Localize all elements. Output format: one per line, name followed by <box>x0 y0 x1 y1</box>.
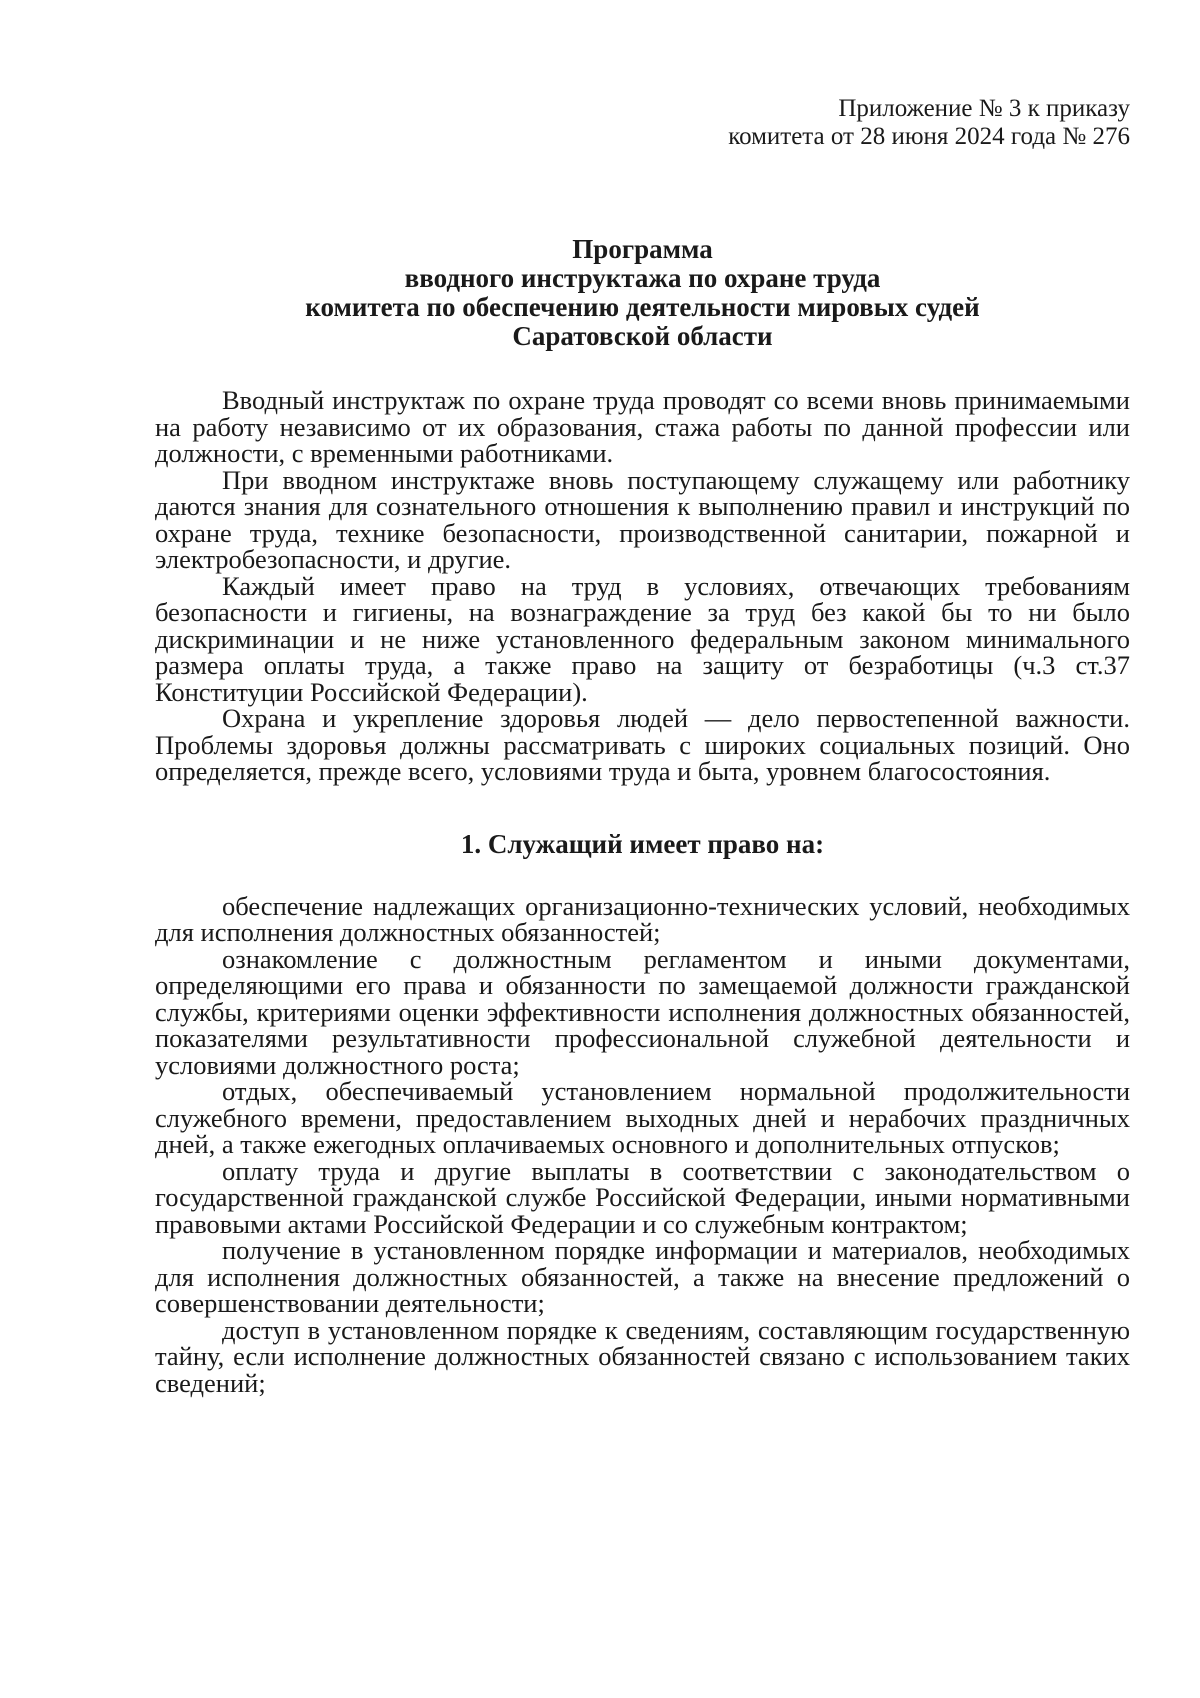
title-line-1: Программа <box>572 234 713 264</box>
title-line-4: Саратовской области <box>512 321 773 351</box>
document-title <box>155 235 1130 351</box>
intro-paragraph: При вводном инструктаже вновь поступающему служащему или работнику даются знания для сознательного отношения к выполнению правил и инструкций по охране труда, технике безопасности, производственной санитарии, пожарной и электробезопасности, и другие. <box>155 464 1130 574</box>
document-body <box>155 387 1130 1396</box>
rights-list-item: обеспечение надлежащих организационно-технических условий, необходимых для исполнения должностных обязанностей; <box>155 890 1130 947</box>
intro-paragraph: Вводный инструктаж по охране труда проводят со всеми вновь принимаемыми на работу независимо от их образования, стажа работы по данной профессии или должности, с временными работниками. <box>155 385 1130 468</box>
rights-list-item: оплату труда и другие выплаты в соответствии с законодательством о государственной гражданской службе Российской Федерации, иными нормативными правовыми актами Российской Федерации и со служебным контрактом; <box>155 1155 1130 1239</box>
intro-paragraph: Охрана и укрепление здоровья людей — дело первостепенной важности. Проблемы здоровья должны рассматривать с широких социальных позиций. Оно определяется, прежде всего, условиями труда и быта, уровнем благосостояния. <box>155 703 1130 786</box>
title-line-2: вводного инструктажа по охране труда <box>404 263 881 293</box>
document-page <box>155 95 1130 1396</box>
intro-paragraph: Каждый имеет право на труд в условиях, отвечающих требованиям безопасности и гигиены, на вознаграждение за труд без какой бы то ни было дискриминации и не ниже установленного федеральным законом минимального размера оплаты труда, а также право на защиту от безработицы (ч.3 ст.37 Конституции Российской Федерации). <box>155 570 1130 707</box>
rights-list-item: отдых, обеспечиваемый установлением нормальной продолжительности служебного времени, предоставлением выходных дней и нерабочих праздничных дней, а также ежегодных оплачиваемых основного и дополнительных отпусков; <box>155 1076 1130 1159</box>
appendix-reference <box>155 95 1130 151</box>
rights-list-item: ознакомление с должностным регламентом и иными документами, определяющими его права и обязанности по замещаемой должности гражданской службы, критериями оценки эффективности исполнения должностных обязанностей, показателями результативности профессиональной служебной деятельности и условиями должностного роста; <box>155 943 1130 1080</box>
rights-list-item: доступ в установленном порядке к сведениям, составляющим государственную тайну, если исполнение должностных обязанностей связано с использованием таких сведений; <box>155 1314 1130 1398</box>
rights-list-item: получение в установленном порядке информации и материалов, необходимых для исполнения должностных обязанностей, а также на внесение предложений о совершенствовании деятельности; <box>155 1235 1130 1318</box>
title-line-3: комитета по обеспечению деятельности мировых судей <box>305 292 980 322</box>
appendix-line-1: Приложение № 3 к приказу <box>838 95 1130 122</box>
section-heading: 1. Служащий имеет право на: <box>460 828 825 859</box>
appendix-line-2: комитета от 28 июня 2024 года № 276 <box>728 123 1130 150</box>
